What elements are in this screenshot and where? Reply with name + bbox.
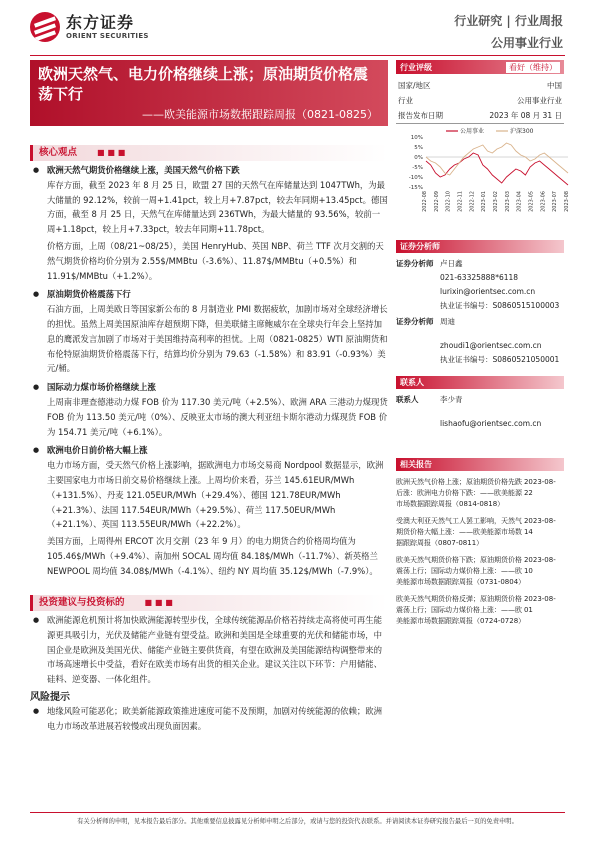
analyst-phone: 021-63325888*6118 bbox=[440, 273, 519, 282]
related-report-item[interactable] bbox=[396, 477, 564, 510]
industry-performance-chart bbox=[396, 125, 574, 225]
contacts-panel bbox=[396, 376, 564, 431]
page-subtitle: ——欧美能源市场数据跟踪周报（0821-0825） bbox=[142, 108, 378, 121]
core-heading-text: 核心观点 bbox=[39, 147, 78, 158]
report-type: 行业研究 | 行业周报 bbox=[454, 14, 563, 28]
related-report-date: 2023-08-10 bbox=[523, 556, 556, 575]
performance-chart-svg bbox=[396, 125, 574, 225]
analyst-email[interactable]: zhoudi1@orientsec.com.cn bbox=[440, 341, 542, 350]
logo-en: ORIENT SECURITIES bbox=[66, 32, 149, 40]
analyst-block bbox=[396, 315, 564, 367]
contact-block bbox=[396, 393, 564, 431]
risk-paragraph: ● 地缘风险可能恶化；欧美新能源政策推进速度可能不及预期，加剧对传统能源的依赖；欧洲电力市场改革进展若较慢或出现负面因素。 bbox=[33, 706, 382, 731]
x-tick-label: 2023-03 bbox=[504, 191, 511, 212]
core-bullet: ● 欧洲天然气期货价格继续上涨，美国天然气价格下跌 bbox=[30, 163, 388, 178]
core-paragraph: 价格方面，上周（08/21~08/25），美国 HenryHub、英国 NBP、荷兰 TTF 次月交割的天然气期货价格均价分别为 2.55$/MMBtu（-3.6%）、11.87$/MMBtu（+0.5%）和 11.91$/MMBtu（+1.2%）。 bbox=[47, 240, 384, 281]
analysts-panel bbox=[396, 240, 564, 367]
industry-name: 公用事业行业 bbox=[490, 36, 563, 50]
rating-row bbox=[396, 93, 564, 108]
analyst-block bbox=[396, 257, 564, 313]
logo-mark-icon bbox=[30, 12, 60, 42]
core-paragraph: 美国方面，上周得州 ERCOT 次月交割（23 年 9 月）的电力期货合约价格周均值为 105.46$/MWh（+9.4%）、南加州 SOCAL 周均值 84.18$/MWh（-11.7%）、新英格兰 NEWPOOL 周均值 34.08$/MWh（-4.1%）、纽约 NY 周均值 35.12$/MWh（-7.9%）。 bbox=[47, 536, 378, 576]
rating-row-key: 报告发布日期 bbox=[398, 111, 443, 120]
invest-body bbox=[30, 613, 388, 687]
analyst-email[interactable]: lurixin@orientsec.com.cn bbox=[440, 287, 536, 296]
related-report-title[interactable]: 欧美天然气期货价格下跌；原油期货价格震荡上行；国际动力煤价格上涨：——欧美能源市场数据跟踪周报（0731-0804） bbox=[396, 556, 526, 586]
core-body bbox=[30, 163, 388, 579]
x-tick-label: 2022-11 bbox=[457, 191, 464, 212]
page-title: 欧洲天然气、电力价格继续上涨；原油期货价格震荡下行 bbox=[38, 65, 369, 103]
rating-label: 行业评级 bbox=[400, 62, 432, 72]
invest-paragraph: ● 欧洲能源危机预计将加快欧洲能源转型步伐，全球传统能源品价格若持续走高将使可再生能源更具吸引力，光伏及储能产业链有望受益。欧洲和美国是全球重要的光伏和储能市场，中国企业是欧洲及美国光伏、储能产业链主要供货商，有望在欧洲及美国能源结构调整带来的市场高速增长中受益，看好在欧美市场有出货的相关企业。建议关注以下环节：户用储能、硅料、逆变器、一体化组件。 bbox=[33, 615, 382, 685]
rating-row-value: 中国 bbox=[547, 81, 562, 90]
related-report-date: 2023-08-14 bbox=[523, 517, 556, 536]
header-divider bbox=[30, 55, 565, 56]
y-tick-label: -15% bbox=[408, 185, 423, 191]
title-banner bbox=[30, 60, 388, 126]
rating-value: 看好（维持） bbox=[506, 62, 560, 73]
company-logo bbox=[30, 12, 149, 42]
related-report-item[interactable] bbox=[396, 516, 564, 549]
legend-label: 沪深300 bbox=[510, 128, 534, 135]
core-paragraph: 电力市场方面，受天然气价格上涨影响，据欧洲电力市场交易商 Nordpool 数据显示，欧洲主要国家电力市场日前交易价格继续上涨。上周均价来看，芬兰 145.61EUR/MWh（+131.5%）、丹麦 121.05EUR/MWh（+29.4%）、德国 121.78EUR/MWh（+21.3%）、法国 117.54EUR/MWh（+29.5%）、荷兰 117.50EUR/MWh（+21.1%）、英国 113.55EUR/MWh（+22.2%）。 bbox=[47, 460, 384, 530]
y-tick-label: 5% bbox=[414, 145, 423, 151]
rating-row-value: 公用事业行业 bbox=[517, 96, 562, 105]
rating-row bbox=[396, 78, 564, 93]
invest-text: 欧洲能源危机预计将加快欧洲能源转型步伐，全球传统能源品价格若持续走高将使可再生能源更具吸引力，光伏及储能产业链有望受益。欧洲和美国是全球重要的光伏和储能市场，中国企业是欧洲及美国光伏、储能产业链主要供货商，有望在欧洲及美国能源结构调整带来的市场高速增长中受益，看好在欧美市场有出货的相关企业。建议关注以下环节：户用储能、硅料、逆变器、一体化组件。 bbox=[47, 615, 382, 685]
related-report-item[interactable] bbox=[396, 555, 564, 588]
related-report-item[interactable] bbox=[396, 594, 564, 627]
analyst-license: 执业证书编号：S0860521050001 bbox=[440, 355, 560, 364]
contact-role: 联系人 bbox=[396, 395, 419, 404]
related-heading: 相关报告 bbox=[396, 458, 564, 471]
report-category bbox=[454, 10, 563, 54]
related-report-title[interactable]: 欧美天然气期货价格反弹；原油期货价格震荡上行；国际动力煤价格上涨：——欧美能源市场数据跟踪周报（0724-0728） bbox=[396, 595, 526, 625]
analyst-role: 证券分析师 bbox=[396, 259, 434, 268]
contact-email[interactable]: lishaofu@orientsec.com.cn bbox=[440, 419, 542, 428]
core-paragraph: 上周南非理查德港动力煤 FOB 价为 117.30 美元/吨（+2.5%）、欧洲 ARA 三港动力煤现货 FOB 价为 113.50 美元/吨（0%）、反映亚太市场的澳大利亚纽卡斯尔港动力煤现货 FOB 价为 154.71 美元/吨（+6.1%）。 bbox=[47, 396, 388, 437]
core-heading: 核心观点 ■ ■ ■ bbox=[30, 145, 388, 161]
logo-cn: 东方证券 bbox=[66, 13, 135, 32]
rating-row bbox=[396, 108, 564, 124]
core-paragraph: 库存方面，截至 2023 年 8 月 25 日，欧盟 27 国的天然气在库储量达到 1047TWh，为最大储量的 92.12%，较前一周+1.41pct，较上月+7.87pct，较去年同期+13.45pct。德国方面，截至 8 月 25 日，天然气在库储量达到 236TWh，为最大储量的 93.56%，较前一周+1.18pct，较上月+7.33pct，较去年同期+11.78pct。 bbox=[47, 179, 388, 235]
series-line bbox=[426, 143, 568, 175]
risk-text: 地缘风险可能恶化；欧美新能源政策推进速度可能不及预期，加剧对传统能源的依赖；欧洲电力市场改革进展若较慢或出现负面因素。 bbox=[47, 706, 382, 731]
y-tick-label: -10% bbox=[408, 175, 423, 181]
invest-heading: 投资建议与投资标的 ■ ■ ■ bbox=[30, 595, 388, 611]
x-tick-label: 2023-08 bbox=[564, 191, 570, 212]
rating-panel bbox=[396, 60, 564, 124]
rating-row-key: 国家/地区 bbox=[398, 81, 431, 90]
x-tick-label: 2022-08 bbox=[422, 191, 428, 212]
contact-name: 李少青 bbox=[440, 395, 463, 404]
series-line bbox=[426, 153, 568, 185]
core-bullet: ● 欧洲电价日前价格大幅上涨 bbox=[30, 443, 388, 458]
x-tick-label: 2023-04 bbox=[516, 191, 523, 212]
x-tick-label: 2023-02 bbox=[493, 191, 499, 212]
risk-body bbox=[30, 704, 388, 734]
analyst-name: 卢日鑫 bbox=[440, 259, 463, 268]
analyst-license: 执业证书编号：S0860515100003 bbox=[440, 301, 560, 310]
core-bullet: ● 原油期货价格震荡下行 bbox=[30, 287, 388, 302]
core-bullet: ● 国际动力煤市场价格继续上涨 bbox=[30, 380, 388, 395]
rating-row-value: 2023 年 08 月 31 日 bbox=[489, 111, 562, 120]
related-report-title[interactable]: 受澳大利亚天然气工人罢工影响，天然气期货价格大幅上涨：——欧美能源市场数据跟踪周报（0807-0811） bbox=[396, 517, 522, 547]
x-tick-label: 2022-09 bbox=[433, 191, 440, 212]
y-tick-label: 0% bbox=[414, 155, 423, 161]
y-tick-label: 10% bbox=[410, 135, 423, 141]
core-paragraph: 石油方面，上周美欧日等国家新公布的 8 月制造业 PMI 数据疲软，加剧市场对全球经济增长的担忧。虽然上周美国原油库存超预期下降，但美联储主席鲍威尔在全球央行年会上坚持加息的鹰派发言加剧了市场对于美国维持高利率的担忧。上周（0821-0825）WTI 原油期货和布伦特原油期货价格震荡下行，结算均价分别为 79.63（-1.58%）和 83.91（-0.93%）美元/桶。 bbox=[47, 304, 388, 374]
x-tick-label: 2022-10 bbox=[445, 191, 452, 212]
analysts-heading: 证券分析师 bbox=[396, 240, 564, 253]
x-tick-label: 2023-07 bbox=[552, 191, 559, 212]
x-tick-label: 2022-12 bbox=[469, 191, 476, 212]
related-report-date: 2023-08-01 bbox=[523, 595, 556, 614]
risk-heading: 风险提示 bbox=[30, 692, 70, 703]
legend-label: 公用事业 bbox=[460, 128, 485, 135]
related-reports-panel bbox=[396, 458, 564, 627]
rating-row-key: 行业 bbox=[398, 96, 413, 105]
analyst-name: 周迪 bbox=[440, 317, 455, 326]
y-tick-label: -5% bbox=[412, 165, 423, 171]
related-report-title[interactable]: 欧洲天然气价格上涨；原油期货价格先跌后涨：欧洲电力价格下跌：——欧美能源市场数据跟踪周报（0814-0818） bbox=[396, 478, 522, 508]
x-tick-label: 2023-06 bbox=[540, 191, 547, 212]
footer-disclaimer: 有关分析师的申明，见本报告最后部分。其他重要信息披露见分析师申明之后部分，或请与您的投资代表联系。并请阅读本证券研究报告最后一页的免责申明。 bbox=[30, 812, 565, 825]
invest-heading-text: 投资建议与投资标的 bbox=[39, 597, 125, 608]
x-tick-label: 2023-05 bbox=[528, 191, 535, 212]
contacts-heading: 联系人 bbox=[396, 376, 564, 389]
x-tick-label: 2023-01 bbox=[481, 191, 488, 212]
analyst-role: 证券分析师 bbox=[396, 317, 434, 326]
related-report-date: 2023-08-22 bbox=[523, 478, 556, 497]
rating-bar bbox=[396, 60, 564, 74]
